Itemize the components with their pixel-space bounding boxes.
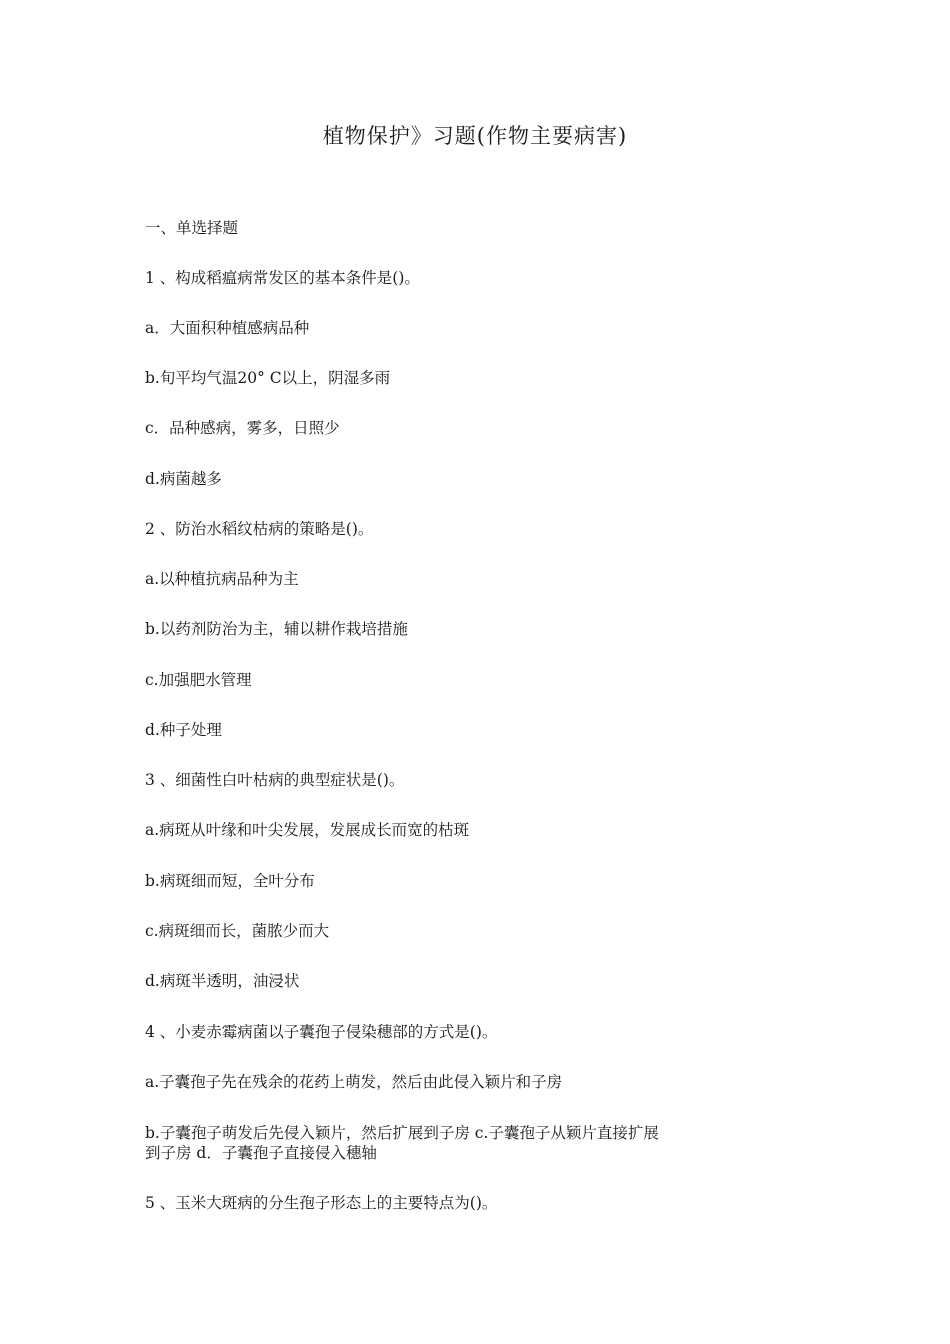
- option-2a: a.以种植抗病品种为主: [145, 570, 299, 588]
- question-1: 1 、构成稻瘟病常发区的基本条件是()。: [145, 269, 420, 287]
- question-3: 3 、细菌性白叶枯病的典型症状是()。: [145, 771, 405, 789]
- option-1c: c．品种感病，雾多，日照少: [145, 419, 340, 437]
- option-1a: a．大面积种植感病品种: [145, 319, 310, 337]
- question-4: 4 、小麦赤霉病菌以子囊孢子侵染穗部的方式是()。: [145, 1023, 498, 1041]
- option-4a: a.子囊孢子先在残余的花药上萌发，然后由此侵入颖片和子房: [145, 1073, 563, 1091]
- option-1b: b.旬平均气温20° C以上，阴湿多雨: [145, 369, 391, 387]
- option-2b: b.以药剂防治为主，辅以耕作栽培措施: [145, 620, 408, 638]
- option-3a: a.病斑从叶缘和叶尖发展，发展成长而宽的枯斑: [145, 821, 470, 839]
- option-1d: d.病菌越多: [145, 470, 222, 488]
- section-heading: 一、单选择题: [145, 219, 239, 237]
- question-5: 5 、玉米大斑病的分生孢子形态上的主要特点为()。: [145, 1194, 498, 1212]
- option-3d: d.病斑半透明，油浸状: [145, 972, 300, 990]
- question-2: 2 、防治水稻纹枯病的策略是()。: [145, 520, 374, 538]
- option-3b: b.病斑细而短，全叶分布: [145, 872, 315, 890]
- option-4bcd: b.子囊孢子萌发后先侵入颖片，然后扩展到子房 c.子囊孢子从颖片直接扩展到子房 d．子囊孢子直接侵入穗轴: [145, 1124, 659, 1162]
- option-2d: d.种子处理: [145, 721, 222, 739]
- option-3c: c.病斑细而长，菌脓少而大: [145, 922, 330, 940]
- document-title: 植物保护》习题(作物主要病害): [322, 124, 628, 148]
- option-2c: c.加强肥水管理: [145, 671, 252, 689]
